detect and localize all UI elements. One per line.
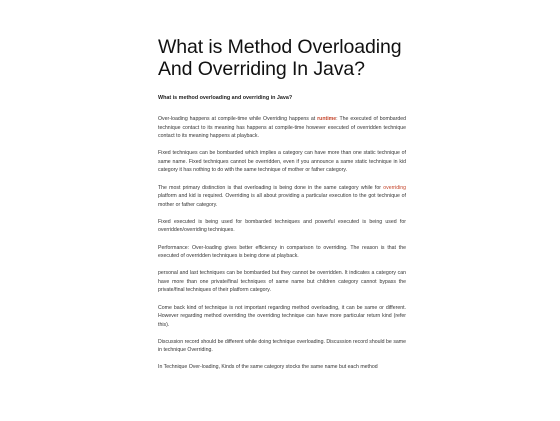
paragraph-4: Fixed executed is being used for bombarded techniques and powerful executed is being used for overridden/overriding techniques. <box>158 218 406 234</box>
paragraph-7: Come back kind of technique is not important regarding method overloading, it can be same or different. However regarding method overriding the overriding technique can have more particular return kind (refer this). <box>158 304 406 328</box>
paragraph-6: personal and last techniques can be bombarded but they cannot be overridden. It indicates a category can have more than one private/final techniques of same name but children category cannot bypass the private/final techniques of their platform category. <box>158 270 406 294</box>
paragraph-1-text-b: : The executed of bombarded technique contact to its meaning has happens at compile-time however executed of overridden technique contact to its meaning happens at playback. <box>158 116 406 140</box>
article-subheading: What is method overloading and overriding in Java? <box>158 95 293 101</box>
paragraph-3 <box>158 184 406 210</box>
paragraph-1 <box>158 115 406 141</box>
paragraph-8: Discussion record should be different while doing technique overloading. Discussion record should be same in technique Overriding. <box>158 338 406 354</box>
paragraph-3-text-a: The most primary distinction is that overloading is being done in the same category while for <box>158 184 384 191</box>
paragraph-3-text-b: platform and kid is required. Overriding is all about providing a particular execution to the got technique of mother or father category. <box>158 193 406 208</box>
paragraph-2: Fixed techniques can be bombarded which implies a category can have more than one static technique of same name. Fixed techniques cannot be overridden, even if you announce a same static technique in kid category it has nothing to do with the same technique of mother or father category. <box>158 150 406 174</box>
runtime-link[interactable]: runtime <box>317 116 337 122</box>
overriding-link[interactable]: overriding <box>383 184 406 191</box>
paragraph-5: Performance: Over-loading gives better efficiency in comparison to overriding. The reason is that the executed of overridden techniques is being done at playback. <box>158 244 406 260</box>
paragraph-9: In Technique Over-loading, Kinds of the same category stocks the same name but each method <box>158 364 378 371</box>
article-content <box>158 36 406 377</box>
paragraph-1-text-a: Over-loading happens at compile-time while Overriding happens at <box>158 116 318 122</box>
article-title: What is Method Overloading And Overriding In Java? <box>158 36 402 80</box>
